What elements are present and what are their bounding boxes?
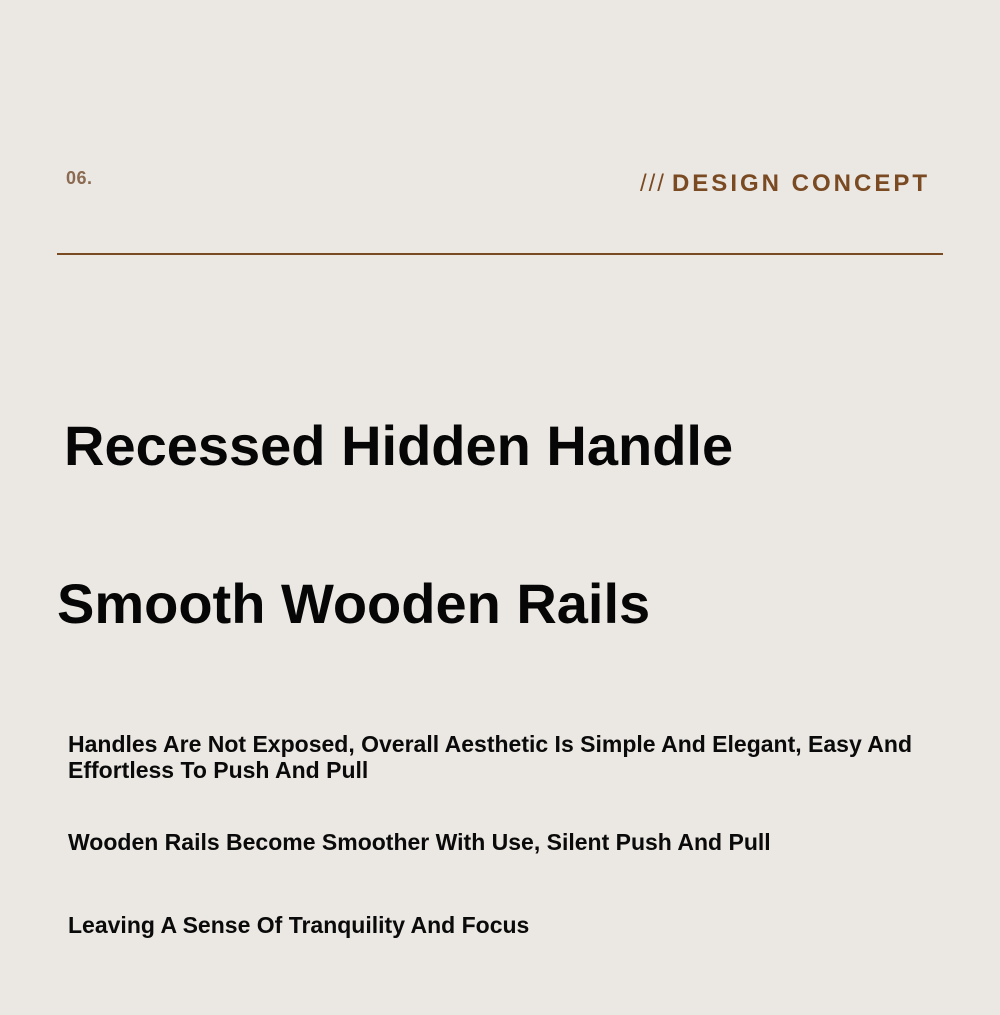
- feature-point-tranquility: Leaving A Sense Of Tranquility And Focus: [68, 912, 530, 938]
- feature-point-rails: Wooden Rails Become Smoother With Use, Silent Push And Pull: [68, 829, 771, 855]
- header-divider: [57, 253, 943, 255]
- headline-recessed-handle: Recessed Hidden Handle: [64, 414, 734, 477]
- section-label-title: DESIGN CONCEPT: [671, 170, 930, 197]
- page-number: 06.: [66, 168, 93, 188]
- section-label: [640, 170, 930, 198]
- section-label-slashes: ///: [639, 170, 666, 197]
- feature-point-handles: Handles Are Not Exposed, Overall Aesthetic Is Simple And Elegant, Easy And Effortless To Push And Pull: [68, 731, 912, 783]
- headline-wooden-rails: Smooth Wooden Rails: [57, 572, 651, 635]
